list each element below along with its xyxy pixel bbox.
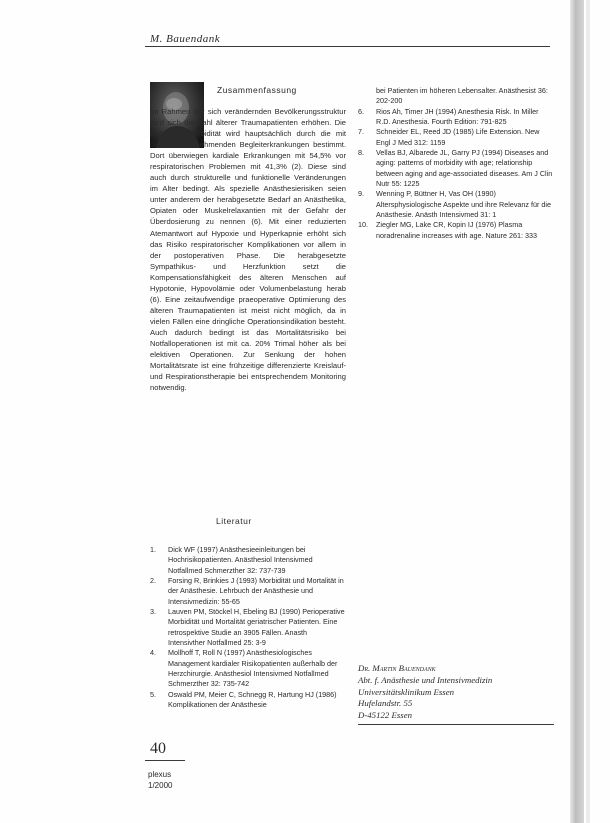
journal-issue: 1/2000 [148, 781, 173, 790]
author-address [358, 663, 492, 722]
reference-item [150, 576, 346, 607]
reference-number: 4. [150, 648, 156, 658]
scan-edge-highlight [586, 0, 590, 823]
header-rule-left [145, 46, 550, 47]
reference-list-right [358, 86, 554, 241]
address-line-3: Hufelandstr. 55 [358, 698, 413, 709]
reference-item [358, 189, 554, 220]
reference-number: 5. [150, 689, 156, 699]
reference-text: Oswald PM, Meier C, Schnegg R, Hartung HJ (1986) Komplikationen der Anästhesie [168, 689, 337, 710]
address-line-2: Universitätsklinikum Essen [358, 686, 455, 697]
journal-name: plexus [148, 770, 172, 779]
running-header: M. Bauendank [150, 33, 221, 45]
reference-number: 8. [358, 148, 364, 158]
reference-text: Rios Ah, Timer JH (1994) Anesthesia Risk. In Miller R.D. Anesthesia. Fourth Edition: 791-825 [376, 106, 539, 127]
scan-edge-shadow [570, 0, 584, 823]
reference-item [358, 127, 554, 148]
reference-text: Lauven PM, Stöckel H, Ebeling BJ (1990) Perioperative Morbidität und Mortalität geriatrischer Patienten. Eine retrospektive Studie an 3905 Fällen. Anasth Intensivther Notfallmed 25: 3-9 [168, 607, 345, 648]
address-line-1: Abt. f. Anästhesie und Intensivmedizin [358, 674, 493, 685]
reference-item [150, 648, 346, 689]
address-rule [358, 724, 554, 725]
reference-item [150, 690, 346, 711]
page-number: 40 [150, 740, 166, 757]
reference-text: Dick WF (1997) Anästhesieeinleitungen bei Hochrisikopatienten. Anästhesiol Intensivmed Notfallmed Schmerzther 32: 737-739 [168, 545, 313, 575]
reference-number: 1. [150, 545, 156, 554]
summary-title: Zusammenfassung [217, 85, 297, 95]
reference-item [358, 148, 554, 189]
reference-text: Wenning P, Büttner H, Vas OH (1990) Altersphysiologische Aspekte und ihre Relevanz für die Anästhesie. Anästh Intensivmed 31: 1 [376, 189, 551, 220]
reference-item [358, 220, 554, 241]
footer-rule [145, 760, 185, 761]
reference-number [358, 86, 376, 107]
summary-text: Im Rahmen der sich verändernden Bevölkerungsstruktur wird sich die Zahl älterer Traumapatienten erhöhen. Die Anästhesiemorbidität wird hauptsächlich durch die mit dem Alter zunehmenden Begleiterkrankungen bestimmt. Dort überwiegen kardiale Erkrankungen mit 54,5% vor respiratorischen Problemen mit 41,3% (2). Diese sind auch durch strukturelle und funktionelle Veränderungen im Alter bedingt. Als spezielle Anästhesierisiken seien unter anderem der herabgesetzte Bedarf an Anästhetika, Opiaten oder Muskelrelaxantien mit der Gefahr der Überdosierung zu nennen (6). Mit einer reduzierten Atemantwort auf Hypoxie und Hyperkapnie erhöht sich das Risiko respiratorischer Komplikationen vor allem in der postoperativen Phase. Die herabgesetzte Sympathikus- und Herzfunktion setzt die Kompensationsfähigkeit des älteren Menschen auf Hypotonie, Hypovolämie oder Volumenbelastung herab (6). Eine zeitaufwendige praeoperative Optimierung des älteren Traumapatienten ist meist nicht möglich, da in vielen Fällen eine dringliche Operationsindikation besteht. Auch dadurch bedingt ist das Mortalitätsrisiko bei Notfalloperationen ist mit ca. 20% Trimal höher als bei elektiven Operationen. Zur Senkung der hohen Mortalitätsrate ist eine frühzeitige differenzierte Kreislauf- und Respirationstherapie bei entsprechendem Monitoring notwendig. [150, 107, 346, 393]
reference-item [358, 86, 554, 107]
reference-item [358, 107, 554, 128]
reference-number: 6. [358, 106, 364, 116]
reference-text: Mollhoff T, Roll N (1997) Anästhesiologisches Management kardialer Risikopatienten außerhalb der Herzchirurgie. Anästhesiol Intensivmed Notfallmed Schmerzther 32: 735-742 [168, 648, 338, 689]
reference-number: 9. [358, 189, 364, 199]
reference-number: 7. [358, 127, 364, 137]
literature-title: Literatur [216, 516, 252, 526]
reference-text: bei Patienten im höheren Lebensalter. Anästhesist 36: 202-200 [376, 86, 548, 106]
address-line-4: D-45122 Essen [358, 710, 412, 721]
reference-item [150, 545, 346, 576]
reference-number: 10. [358, 220, 368, 230]
reference-number: 3. [150, 607, 156, 617]
reference-text: Forsing R, Brinkies J (1993) Morbidität und Mortalität in der Anästhesie. Lehrbuch der Anästhesie und Intensivmedizin: 55-65 [168, 576, 344, 606]
summary-body [150, 106, 346, 393]
reference-number: 2. [150, 576, 156, 586]
journal-info [148, 769, 172, 791]
reference-text: Vellas BJ, Albarede JL, Garry PJ (1994) Diseases and aging: patterns of morbidity with age; relationship between aging and age-associated diseases. Am J Clin Nutr 55: 1225 [376, 148, 553, 189]
reference-text: Ziegler MG, Lake CR, Kopin IJ (1976) Plasma noradrenaline increases with age. Nature 261: 333 [376, 220, 538, 240]
reference-item [150, 607, 346, 648]
reference-text: Schneider EL, Reed JD (1985) Life Extension. New Engl J Med 312: 1159 [376, 127, 540, 147]
author-name: Dr. Martin Bauendank [358, 663, 436, 673]
reference-list-left [150, 545, 346, 711]
